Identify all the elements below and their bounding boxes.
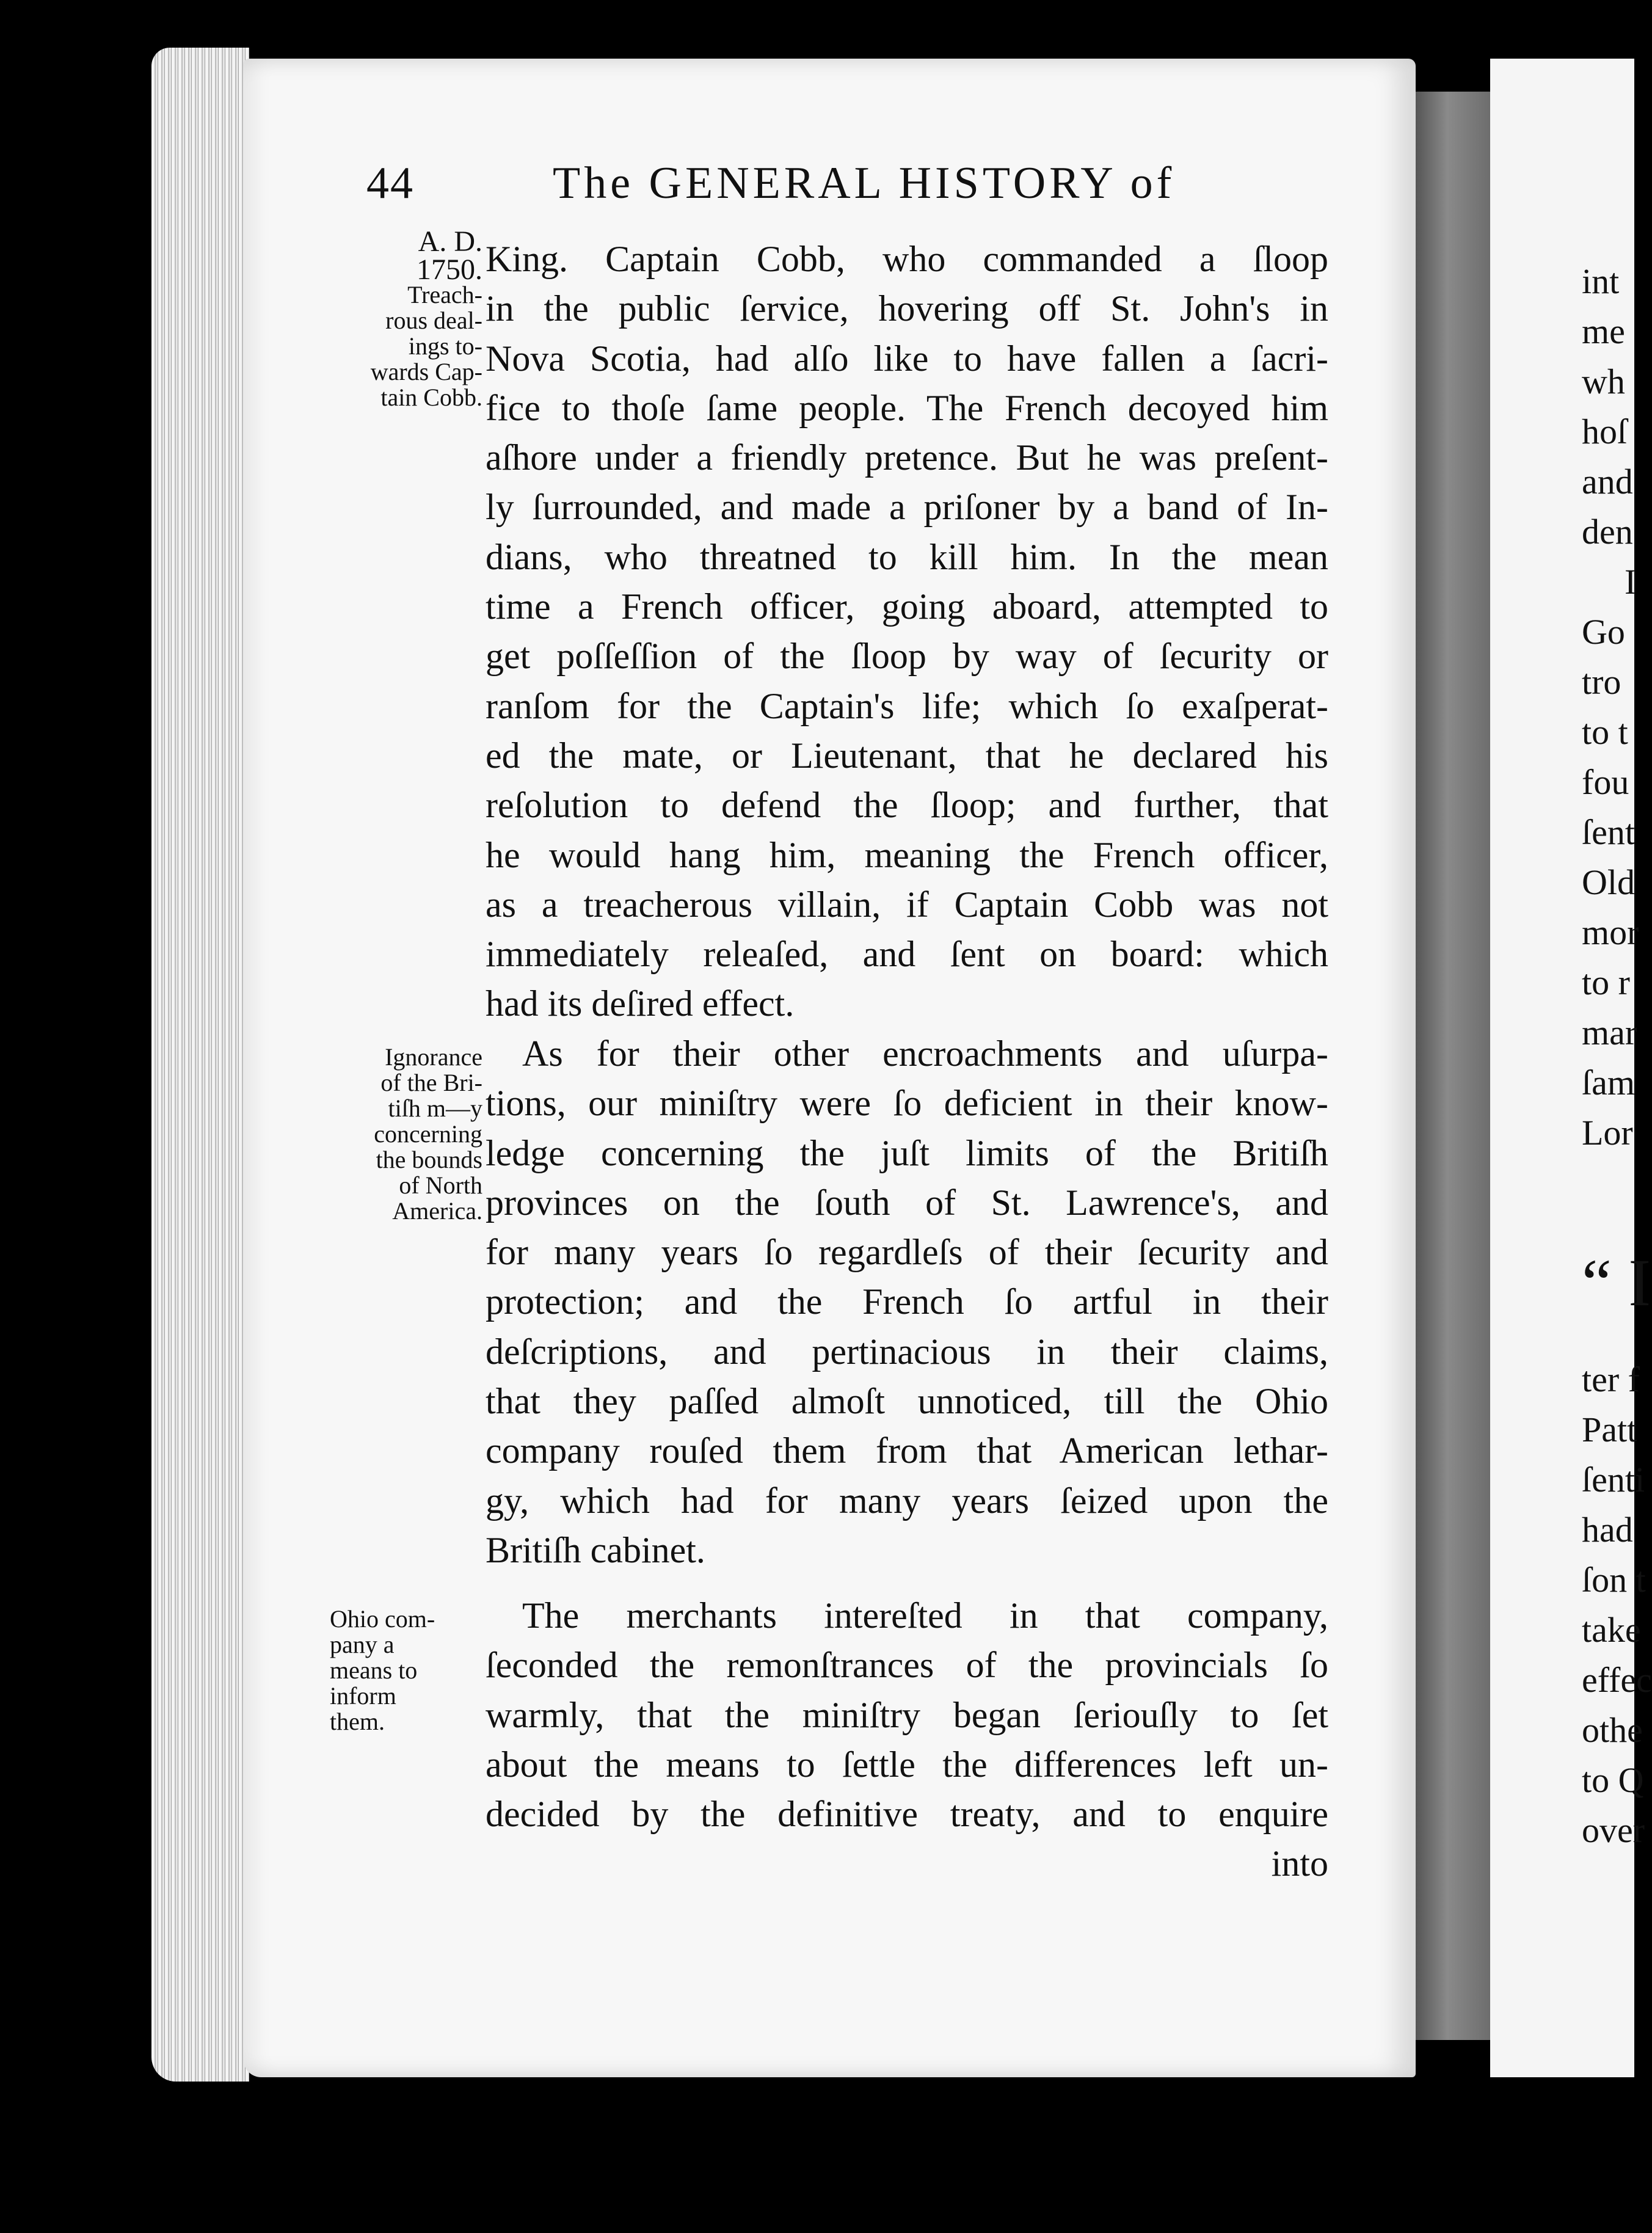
margin-note-line: ings to- [408, 332, 482, 360]
text-line: reſolution to defend the ſloop; and further, that [486, 785, 1328, 826]
margin-note-line: of the Bri- [380, 1069, 482, 1096]
margin-note-line: Ohio com- [330, 1605, 435, 1633]
right-page-fragment: to Q [1582, 1760, 1644, 1800]
text-line: company rouſed them from that American lethar- [486, 1430, 1328, 1471]
right-page-fragment: ſenti [1582, 1460, 1645, 1499]
margin-note-line: them. [330, 1708, 385, 1735]
margin-note-line: means to [330, 1656, 418, 1684]
text-line: for many years ſo regardleſs of their ſecurity and [486, 1232, 1328, 1273]
right-page-fragment: effec [1582, 1660, 1652, 1700]
margin-note-line: inform [330, 1682, 396, 1710]
text-line: dians, who threatned to kill him. In the mean [486, 536, 1328, 577]
right-page-fragment: to t [1582, 712, 1628, 752]
margin-note-line: A. D. [418, 225, 482, 258]
text-line: ſeconded the remonſtrances of the provincials ſo [486, 1645, 1328, 1686]
text-line: time a French officer, going aboard, attempted to [486, 586, 1328, 627]
text-line: protection; and the French ſo artful in their [486, 1281, 1328, 1322]
right-page-fragment: had [1582, 1510, 1633, 1550]
right-page-fragment: “ I [1582, 1245, 1651, 1320]
right-page-fragment: I [1625, 562, 1637, 602]
text-line: tions, our miniſtry were ſo deficient in their know- [486, 1083, 1328, 1124]
right-page-fragment: hoſ [1582, 412, 1628, 451]
right-page-fragment: ter f [1582, 1360, 1640, 1399]
text-line: aſhore under a friendly pretence. But he was preſent- [486, 437, 1328, 478]
text-line: in the public ſervice, hovering off St. John's in [486, 288, 1328, 329]
catchword: into [1271, 1843, 1328, 1884]
right-page-fragment: over [1582, 1810, 1645, 1850]
right-page-fragment: ſon t [1582, 1560, 1646, 1600]
text-line: warmly, that the miniſtry began ſeriouſly to ſet [486, 1694, 1328, 1735]
running-header [366, 158, 1270, 213]
right-page-fragment: Go [1582, 612, 1625, 652]
right-page-fragment: wh [1582, 362, 1625, 401]
text-line: gy, which had for many years ſeized upon the [486, 1480, 1328, 1521]
text-line: King. Captain Cobb, who commanded a ſloop [486, 239, 1328, 279]
paragraph-1 [486, 235, 1328, 1029]
margin-note-line: America. [392, 1197, 482, 1225]
margin-note-line: pany a [330, 1631, 395, 1658]
margin-note-line: wards Cap- [370, 358, 482, 385]
right-page-fragment: tro [1582, 662, 1621, 702]
text-line: that they paſſed almoſt unnoticed, till the Ohio [486, 1381, 1328, 1422]
right-page-fragment: mar [1582, 1013, 1637, 1052]
right-page-fragment: Patt [1582, 1410, 1637, 1449]
running-title: The GENERAL HISTORY of [553, 158, 1176, 208]
text-line: The merchants intereſted in that company, [522, 1595, 1328, 1636]
right-page-fragment: mor [1582, 913, 1639, 952]
right-page-fragment: Old [1582, 862, 1635, 902]
text-line: get poſſeſſion of the ſloop by way of ſecurity or [486, 636, 1328, 677]
text-line: decided by the definitive treaty, and to enquire [486, 1794, 1328, 1835]
right-page-fragment: ſent [1582, 812, 1635, 852]
right-page-fragment: den [1582, 512, 1633, 552]
right-page-fragment: to r [1582, 963, 1630, 1002]
margin-note-line: rous deal- [385, 307, 482, 334]
right-page-fragment: int [1582, 261, 1620, 301]
text-line: provinces on the ſouth of St. Lawrence's, and [486, 1182, 1328, 1223]
margin-note-ohio-company [330, 1606, 495, 1735]
margin-note-line: tiſh m—y [388, 1095, 482, 1122]
book-gutter [1416, 92, 1495, 2040]
text-line: Britiſh cabinet. [486, 1529, 705, 1570]
right-page-fragment: take [1582, 1610, 1641, 1650]
text-line: ed the mate, or Lieutenant, that he declared his [486, 735, 1328, 776]
right-page-fragment: me [1582, 311, 1625, 351]
text-line: immediately releaſed, and ſent on board: which [486, 934, 1328, 975]
paragraph-3 [486, 1591, 1328, 1889]
text-line: had its deſired effect. [486, 983, 795, 1024]
text-line: he would hang him, meaning the French officer, [486, 834, 1328, 875]
text-line: as a treacherous villain, if Captain Cobb was not [486, 884, 1328, 925]
right-page-fragment: Lor [1582, 1113, 1633, 1153]
text-line: ledge concerning the juſt limits of the Britiſh [486, 1132, 1328, 1173]
text-line: Nova Scotia, had alſo like to have fallen a ſacri- [486, 338, 1328, 379]
page-number: 44 [366, 158, 414, 208]
text-line: As for their other encroachments and uſurpa- [522, 1033, 1328, 1074]
right-page-fragment: fou [1582, 762, 1629, 802]
book-page-edges [151, 48, 249, 2082]
margin-note-line: tain Cobb. [380, 384, 482, 411]
right-page-fragment: and [1582, 462, 1633, 501]
right-page-fragment: othe [1582, 1710, 1643, 1750]
margin-note-treacherous-dealings [318, 226, 482, 410]
text-line: deſcriptions, and pertinacious in their claims, [486, 1331, 1328, 1372]
paragraph-2 [486, 1029, 1328, 1575]
margin-note-ignorance [318, 1044, 482, 1224]
margin-note-line: concerning [374, 1120, 482, 1148]
margin-note-line: the bounds [376, 1146, 482, 1173]
margin-note-line: of North [399, 1171, 482, 1199]
margin-note-line: Treach- [407, 281, 482, 308]
margin-note-line: 1750. [417, 253, 482, 286]
right-page-fragment: ſam [1582, 1063, 1635, 1102]
text-line: ly ſurrounded, and made a priſoner by a band of In- [486, 487, 1328, 528]
text-line: about the means to ſettle the differences left un- [486, 1744, 1328, 1785]
text-line: fice to thoſe ſame people. The French decoyed him [486, 387, 1328, 428]
text-line: ranſom for the Captain's life; which ſo exaſperat- [486, 685, 1328, 726]
margin-note-line: Ignorance [385, 1043, 482, 1071]
